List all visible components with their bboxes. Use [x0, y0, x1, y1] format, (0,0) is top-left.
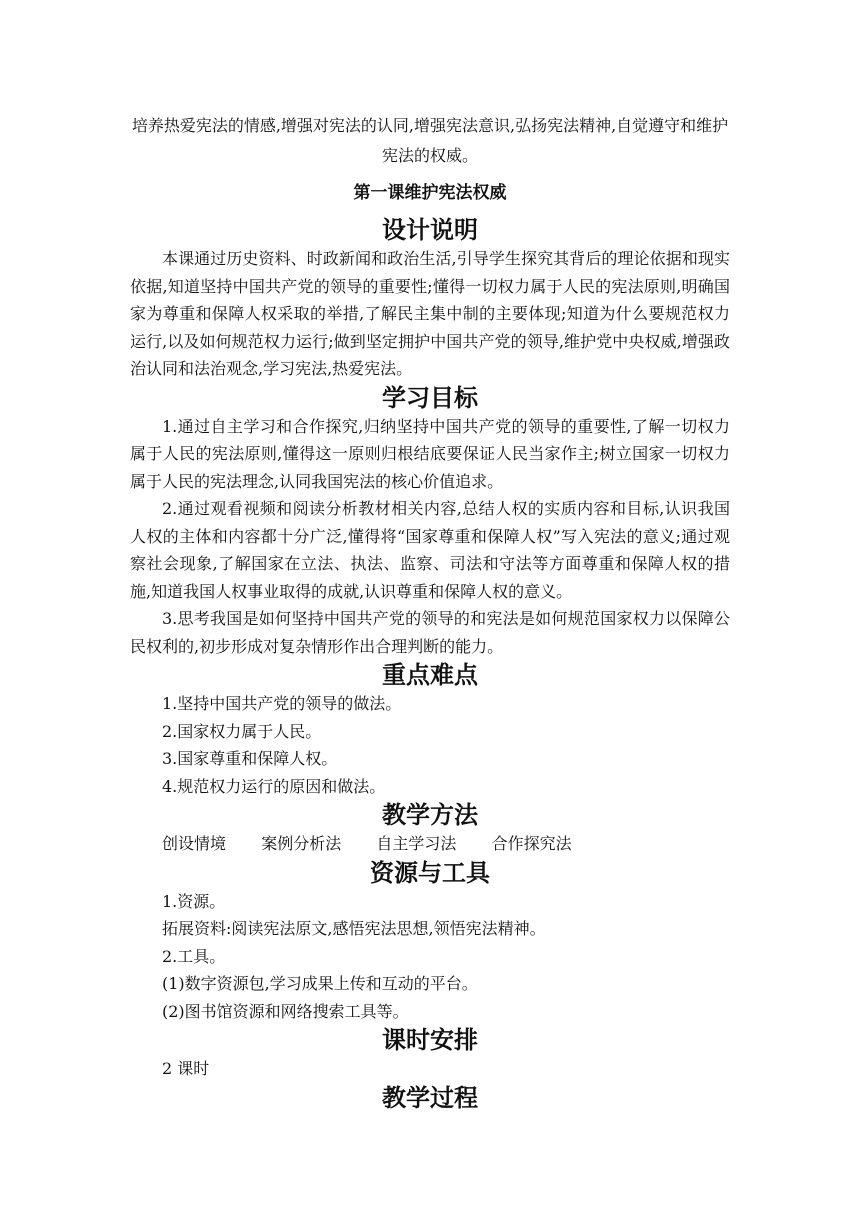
key-point-item: 3.国家尊重和保障人权。 [162, 749, 338, 768]
objective-item: 2.通过观看视频和阅读分析教材相关内容,总结人权的实质内容和目标,认识我国人权的主体和内容都十分广泛,懂得将“国家尊重和保障人权”写入宪法的意义;通过观察社会现象,了解国家在立法、执法、监察、司法和守法等方面尊重和保障人权的措施,知道我国人权事业取得的成就,认识尊重和保障人权的意义。 [130, 499, 730, 601]
resource-item: 拓展资料:阅读宪法原文,感悟宪法思想,领悟宪法精神。 [162, 919, 546, 938]
resource-item: 1.资源。 [162, 891, 226, 911]
key-point-item: 4.规范权力运行的原因和做法。 [162, 776, 386, 796]
design-paragraph: 本课通过历史资料、时政新闻和政治生活,引导学生探究其背后的理论依据和现实依据,知道坚持中国共产党的领导的重要性;懂得一切权力属于人民的宪法原则,明确国家为尊重和保障人权采取的举措,了解民主集中制的主要体现;知道为什么要规范权力运行,以及如何规范权力运行;做到坚定拥护中国共产党的领导,维护党中央权威,增强政治认同和法治观念,学习宪法,热爱宪法。 [130, 249, 730, 378]
resource-item: (2)图书馆资源和网络搜索工具等。 [162, 1001, 409, 1021]
method-item: 自主学习法 [376, 834, 457, 853]
method-item: 创设情境 [162, 834, 227, 853]
document-content [130, 111, 730, 1113]
objective-item: 1.通过自主学习和合作探究,归纳坚持中国共产党的领导的重要性,了解一切权力属于人民的宪法原则,懂得这一原则归根结底要保证人民当家作主;树立国家一切权力属于人民的宪法理念,认同我国宪法的核心价值追求。 [130, 416, 730, 491]
process-heading: 教学过程 [382, 1083, 478, 1112]
resource-item: (1)数字资源包,学习成果上传和互动的平台。 [162, 974, 478, 993]
schedule-text: 2 课时 [162, 1059, 210, 1078]
resources-heading: 资源与工具 [370, 858, 490, 887]
design-heading: 设计说明 [382, 216, 478, 244]
schedule-heading: 课时安排 [382, 1026, 478, 1054]
method-item: 合作探究法 [491, 834, 572, 853]
objectives-heading: 学习目标 [382, 383, 478, 412]
objective-item: 3.思考我国是如何坚持中国共产党的领导的和宪法是如何规范国家权力以保障公民权利的,初步形成对复杂情形作出合理判断的能力。 [130, 609, 730, 656]
method-item: 案例分析法 [261, 834, 342, 853]
key-points-heading: 重点难点 [382, 661, 478, 689]
resource-item: 2.工具。 [162, 946, 226, 966]
methods-heading: 教学方法 [382, 801, 478, 829]
key-point-item: 1.坚持中国共产党的领导的做法。 [162, 694, 402, 713]
methods-list [130, 830, 730, 858]
intro-paragraph: 培养热爱宪法的情感,增强对宪法的认同,增强宪法意识,弘扬宪法精神,自觉遵守和维护宪法的权威。 [131, 116, 729, 165]
lesson-title: 第一课维护宪法权威 [353, 183, 507, 203]
key-point-item: 2.国家权力属于人民。 [162, 721, 322, 741]
